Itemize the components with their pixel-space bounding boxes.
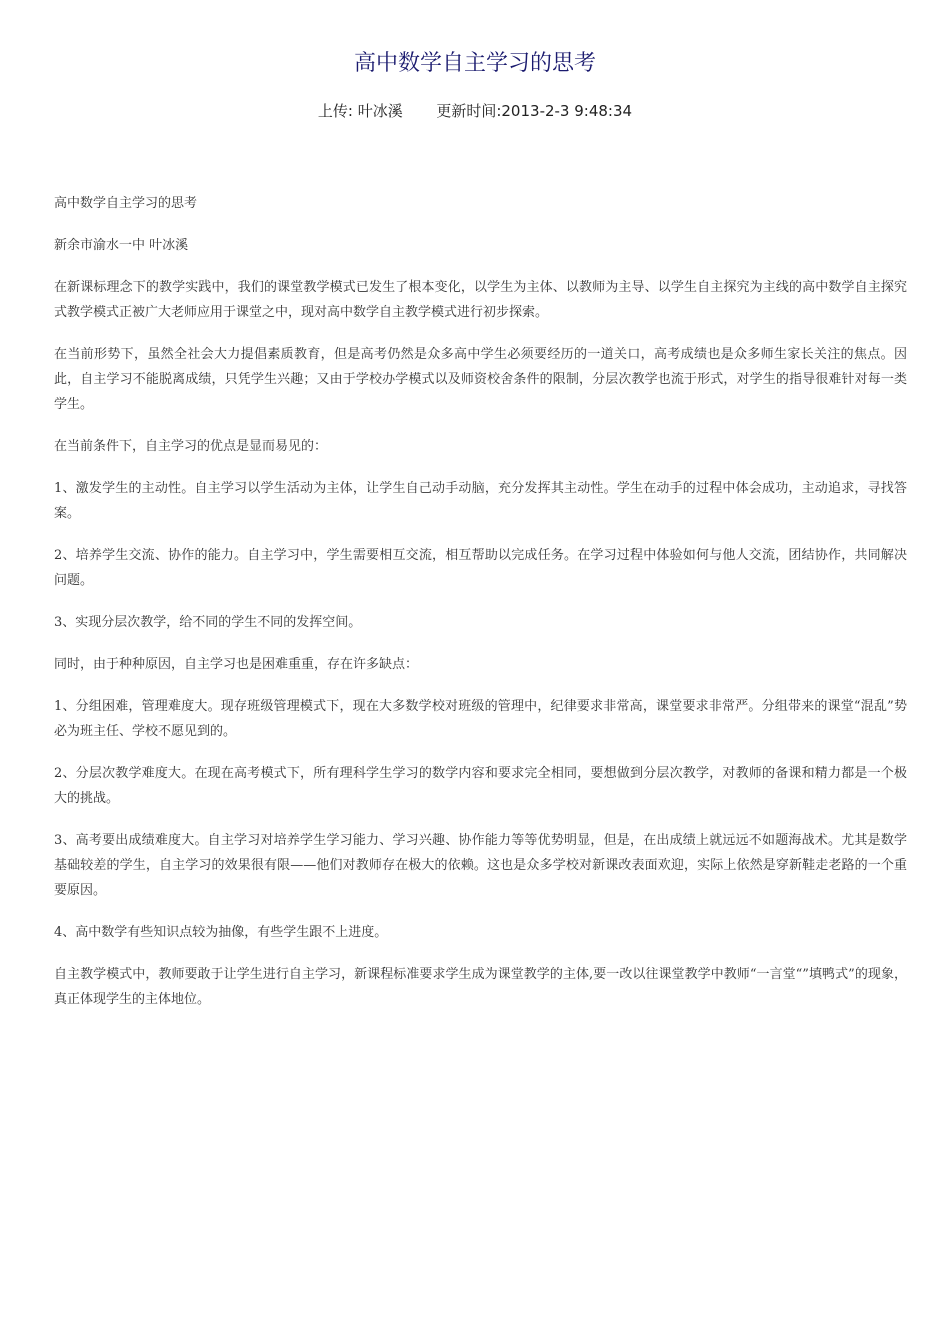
body-paragraph: 在当前条件下，自主学习的优点是显而易见的： bbox=[54, 439, 328, 454]
body-paragraph: 高中数学自主学习的思考 bbox=[54, 196, 198, 211]
body-paragraph: 在新课标理念下的教学实践中，我们的课堂教学模式已发生了根本变化，以学生为主体、以教师为主导、以学生自主探究为主线的高中数学自主探究式教学模式正被广大老师应用于课堂之中，现对高中数学自主教学模式进行初步探索。 bbox=[54, 280, 907, 320]
body-paragraph: 1、分组困难，管理难度大。现存班级管理模式下，现在大多数学校对班级的管理中，纪律要求非常高，课堂要求非常严。分组带来的课堂“混乱”势必为班主任、学校不愿见到的。 bbox=[54, 699, 907, 739]
uploader-label: 上传: bbox=[317, 102, 353, 120]
body-paragraph: 2、培养学生交流、协作的能力。自主学习中，学生需要相互交流，相互帮助以完成任务。在学习过程中体验如何与他人交流，团结协作，共同解决问题。 bbox=[54, 548, 907, 588]
updated-time: 2013-2-3 9:48:34 bbox=[501, 102, 633, 120]
body-paragraph: 同时，由于种种原因，自主学习也是困难重重，存在许多缺点： bbox=[54, 657, 419, 672]
body-paragraph: 自主教学模式中，教师要敢于让学生进行自主学习，新课程标准要求学生成为课堂教学的主体,要一改以往课堂教学中教师“一言堂“”填鸭式”的现象，真正体现学生的主体地位。 bbox=[54, 967, 907, 1007]
body-paragraph: 3、实现分层次教学，给不同的学生不同的发挥空间。 bbox=[54, 615, 362, 630]
body-paragraph: 2、分层次教学难度大。在现在高考模式下，所有理科学生学习的数学内容和要求完全相同，要想做到分层次教学，对教师的备课和精力都是一个极大的挑战。 bbox=[54, 766, 907, 806]
body-paragraph: 在当前形势下，虽然全社会大力提倡素质教育，但是高考仍然是众多高中学生必须要经历的一道关口，高考成绩也是众多师生家长关注的焦点。因此，自主学习不能脱离成绩，只凭学生兴趣；又由于学校办学模式以及师资校舍条件的限制，分层次教学也流于形式，对学生的指导很难针对每一类学生。 bbox=[54, 347, 907, 412]
body-paragraph: 1、激发学生的主动性。自主学习以学生活动为主体，让学生自己动手动脑，充分发挥其主动性。学生在动手的过程中体会成功，主动追求，寻找答案。 bbox=[54, 481, 907, 521]
article-title: 高中数学自主学习的思考 bbox=[353, 51, 596, 76]
article-body bbox=[54, 191, 907, 1029]
uploader-name: 叶冰溪 bbox=[357, 102, 403, 120]
body-paragraph: 3、高考要出成绩难度大。自主学习对培养学生学习能力、学习兴趣、协作能力等等优势明显，但是，在出成绩上就远远不如题海战术。尤其是数学基础较差的学生，自主学习的效果很有限——他们对教师存在极大的依赖。这也是众多学校对新课改表面欢迎，实际上依然是穿新鞋走老路的一个重要原因。 bbox=[54, 833, 907, 898]
article-meta bbox=[0, 100, 950, 122]
body-paragraph: 4、高中数学有些知识点较为抽像，有些学生跟不上进度。 bbox=[54, 925, 388, 940]
updated-label: 更新时间: bbox=[436, 102, 502, 120]
body-paragraph: 新余市渝水一中 叶冰溪 bbox=[54, 238, 189, 253]
